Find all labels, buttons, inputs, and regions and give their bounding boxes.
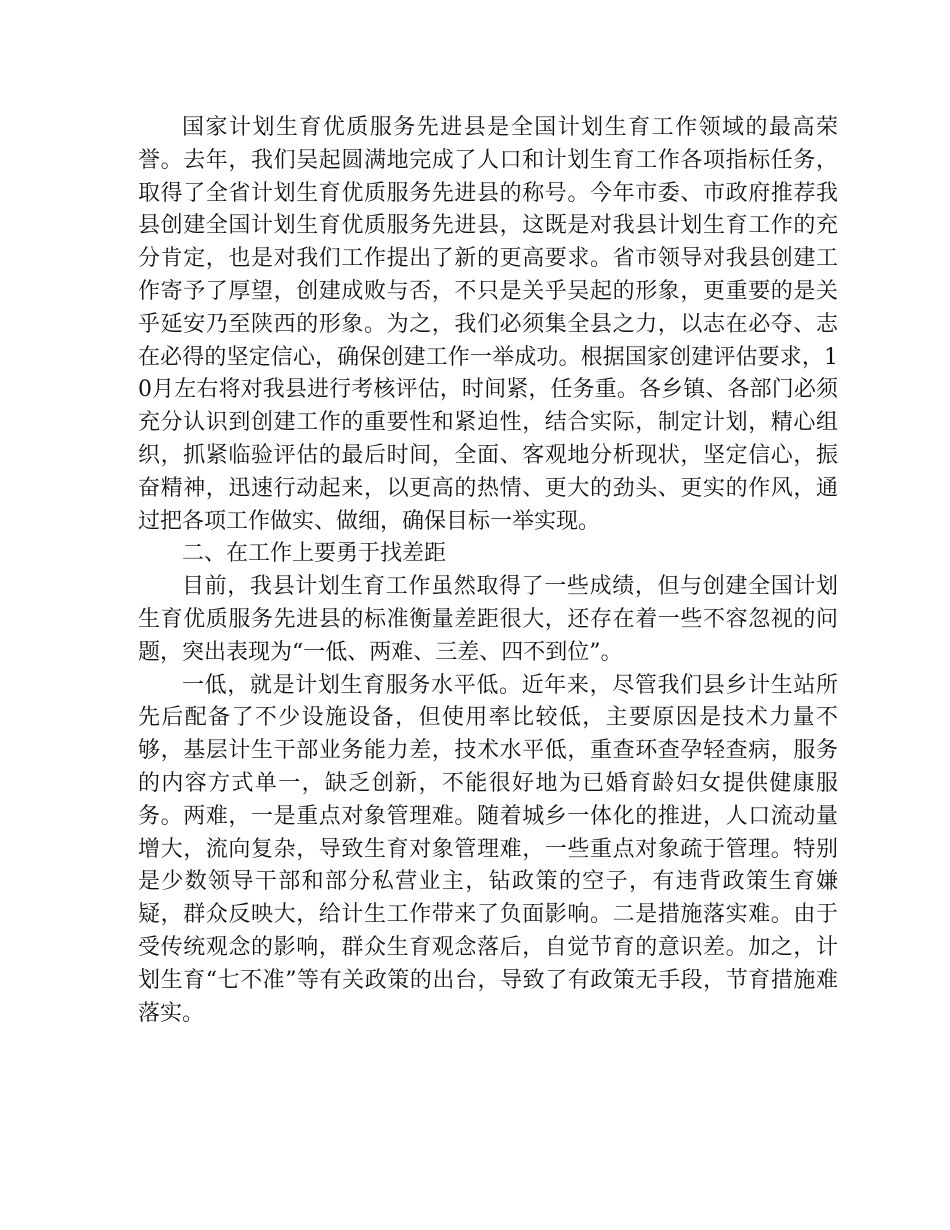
section-heading-2: 二、在工作上要勇于找差距 [182, 541, 447, 567]
paragraph-gap-summary: 目前，我县计划生育工作虽然取得了一些成绩，但与创建全国计划生育优质服务先进县的标准衡量差距很大，还存在着一些不容忽视的问题，突出表现为“一低、两难、三差、四不到位”。 [138, 574, 838, 665]
document-page [138, 112, 838, 1030]
paragraph-one-low-two-hard: 一低，就是计划生育服务水平低。近年来，尽管我们县乡计生站所先后配备了不少设施设备，但使用率比较低，主要原因是技术力量不够，基层计生干部业务能力差，技术水平低，重查环查孕轻查病，服务的内容方式单一，缺乏创新，不能很好地为已婚育龄妇女提供健康服务。两难，一是重点对象管理难。随着城乡一体化的推进，人口流动量增大，流向复杂，导致生育对象管理难，一些重点对象疏于管理。特别是少数领导干部和部分私营业主，钻政策的空子，有违背政策生育嫌疑，群众反映大，给计生工作带来了负面影响。二是措施落实难。由于受传统观念的影响，群众生育观念落后，自觉节育的意识差。加之，计划生育“七不准”等有关政策的出台，导致了有政策无手段，节育措施难落实。 [138, 672, 838, 1026]
paragraph-intro: 国家计划生育优质服务先进县是全国计划生育工作领域的最高荣誉。去年，我们吴起圆满地完成了人口和计划生育工作各项指标任务，取得了全省计划生育优质服务先进县的称号。今年市委、市政府推荐我县创建全国计划生育优质服务先进县，这既是对我县计划生育工作的充分肯定，也是对我们工作提出了新的更高要求。省市领导对我县创建工作寄予了厚望，创建成败与否，不只是关乎吴起的形象，更重要的是关乎延安乃至陕西的形象。为之，我们必须集全县之力，以志在必夺、志在必得的坚定信心，确保创建工作一举成功。根据国家创建评估要求，10月左右将对我县进行考核评估，时间紧，任务重。各乡镇、各部门必须充分认识到创建工作的重要性和紧迫性，结合实际，制定计划，精心组织，抓紧临验评估的最后时间，全面、客观地分析现状，坚定信心，振奋精神，迅速行动起来，以更高的热情、更大的劲头、更实的作风，通过把各项工作做实、做细，确保目标一举实现。 [138, 115, 838, 534]
